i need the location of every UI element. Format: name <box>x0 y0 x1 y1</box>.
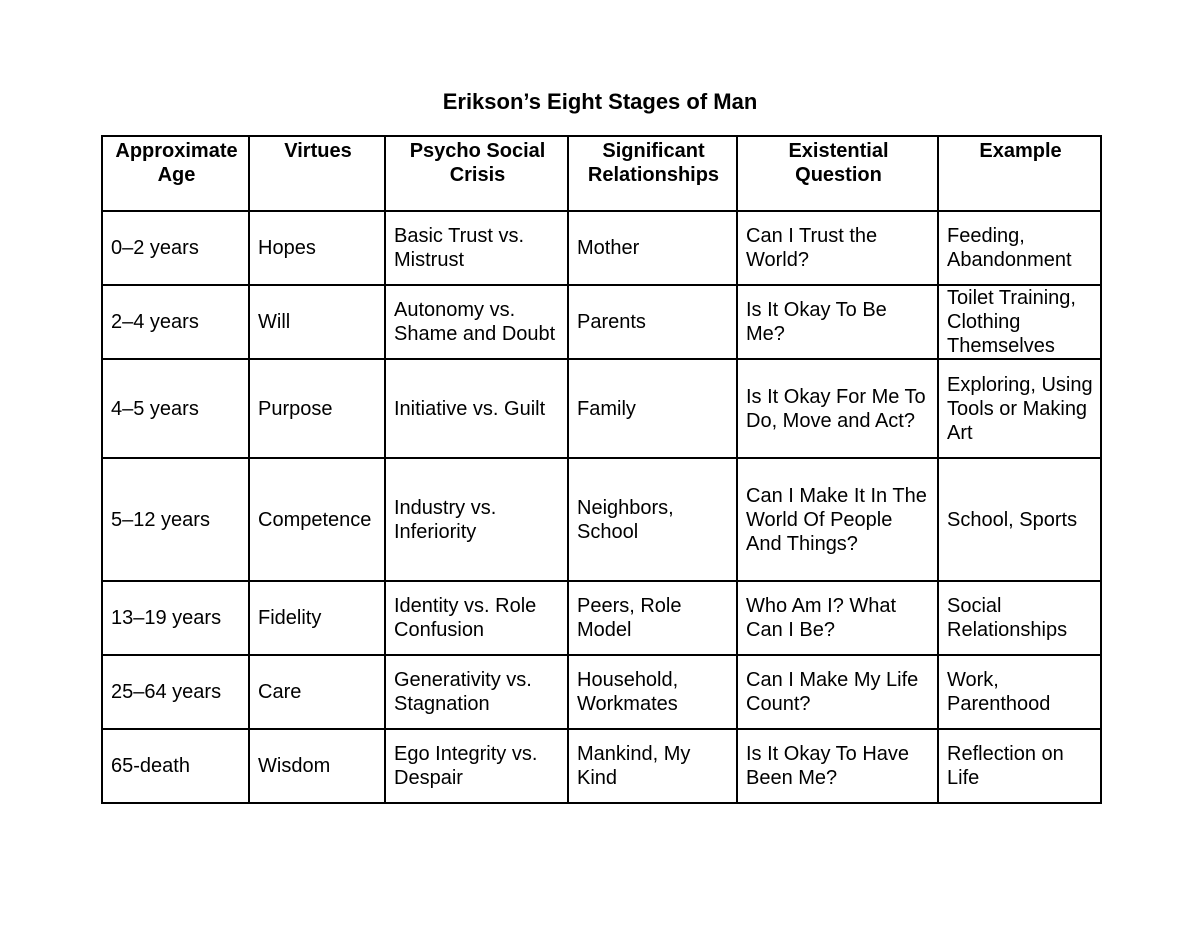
cell-age: 5–12 years <box>102 458 249 581</box>
cell-crisis: Ego Integrity vs. Despair <box>385 729 568 803</box>
header-example: Example <box>938 136 1101 211</box>
cell-example: Social Relationships <box>938 581 1101 655</box>
table-row <box>102 458 1101 581</box>
cell-crisis: Autonomy vs. Shame and Doubt <box>385 285 568 359</box>
cell-question: Who Am I? What Can I Be? <box>737 581 938 655</box>
header-existential-question: Existential Question <box>737 136 938 211</box>
cell-crisis: Industry vs. Inferiority <box>385 458 568 581</box>
stages-table <box>101 135 1102 804</box>
header-approximate-age: Approximate Age <box>102 136 249 211</box>
cell-question: Is It Okay To Have Been Me? <box>737 729 938 803</box>
cell-virtue: Fidelity <box>249 581 385 655</box>
cell-virtue: Care <box>249 655 385 729</box>
header-virtues: Virtues <box>249 136 385 211</box>
cell-age: 2–4 years <box>102 285 249 359</box>
cell-question: Can I Trust the World? <box>737 211 938 285</box>
cell-relationships: Mankind, My Kind <box>568 729 737 803</box>
table-row <box>102 285 1101 359</box>
cell-example: School, Sports <box>938 458 1101 581</box>
cell-relationships: Peers, Role Model <box>568 581 737 655</box>
cell-age: 0–2 years <box>102 211 249 285</box>
cell-question: Is It Okay For Me To Do, Move and Act? <box>737 359 938 458</box>
table-row <box>102 211 1101 285</box>
cell-age: 65-death <box>102 729 249 803</box>
cell-question: Can I Make My Life Count? <box>737 655 938 729</box>
cell-example: Toilet Training, Clothing Themselves <box>938 285 1101 359</box>
cell-example: Work, Parenthood <box>938 655 1101 729</box>
cell-relationships: Household, Workmates <box>568 655 737 729</box>
cell-age: 4–5 years <box>102 359 249 458</box>
cell-virtue: Purpose <box>249 359 385 458</box>
cell-example: Reflection on Life <box>938 729 1101 803</box>
table-row <box>102 581 1101 655</box>
cell-virtue: Hopes <box>249 211 385 285</box>
cell-relationships: Parents <box>568 285 737 359</box>
table-header-row <box>102 136 1101 211</box>
cell-crisis: Identity vs. Role Confusion <box>385 581 568 655</box>
cell-question: Is It Okay To Be Me? <box>737 285 938 359</box>
cell-relationships: Family <box>568 359 737 458</box>
cell-relationships: Mother <box>568 211 737 285</box>
cell-example: Exploring, Using Tools or Making Art <box>938 359 1101 458</box>
header-psycho-social-crisis: Psycho Social Crisis <box>385 136 568 211</box>
page-title: Erikson’s Eight Stages of Man <box>442 89 758 114</box>
cell-virtue: Wisdom <box>249 729 385 803</box>
table-row <box>102 359 1101 458</box>
cell-age: 13–19 years <box>102 581 249 655</box>
cell-age: 25–64 years <box>102 655 249 729</box>
cell-example: Feeding, Abandonment <box>938 211 1101 285</box>
cell-crisis: Initiative vs. Guilt <box>385 359 568 458</box>
cell-virtue: Will <box>249 285 385 359</box>
table-row <box>102 729 1101 803</box>
cell-crisis: Generativity vs. Stagnation <box>385 655 568 729</box>
cell-crisis: Basic Trust vs. Mistrust <box>385 211 568 285</box>
cell-virtue: Competence <box>249 458 385 581</box>
table-row <box>102 655 1101 729</box>
header-significant-relationships: Significant Relationships <box>568 136 737 211</box>
cell-question: Can I Make It In The World Of People And Things? <box>737 458 938 581</box>
cell-relationships: Neighbors, School <box>568 458 737 581</box>
